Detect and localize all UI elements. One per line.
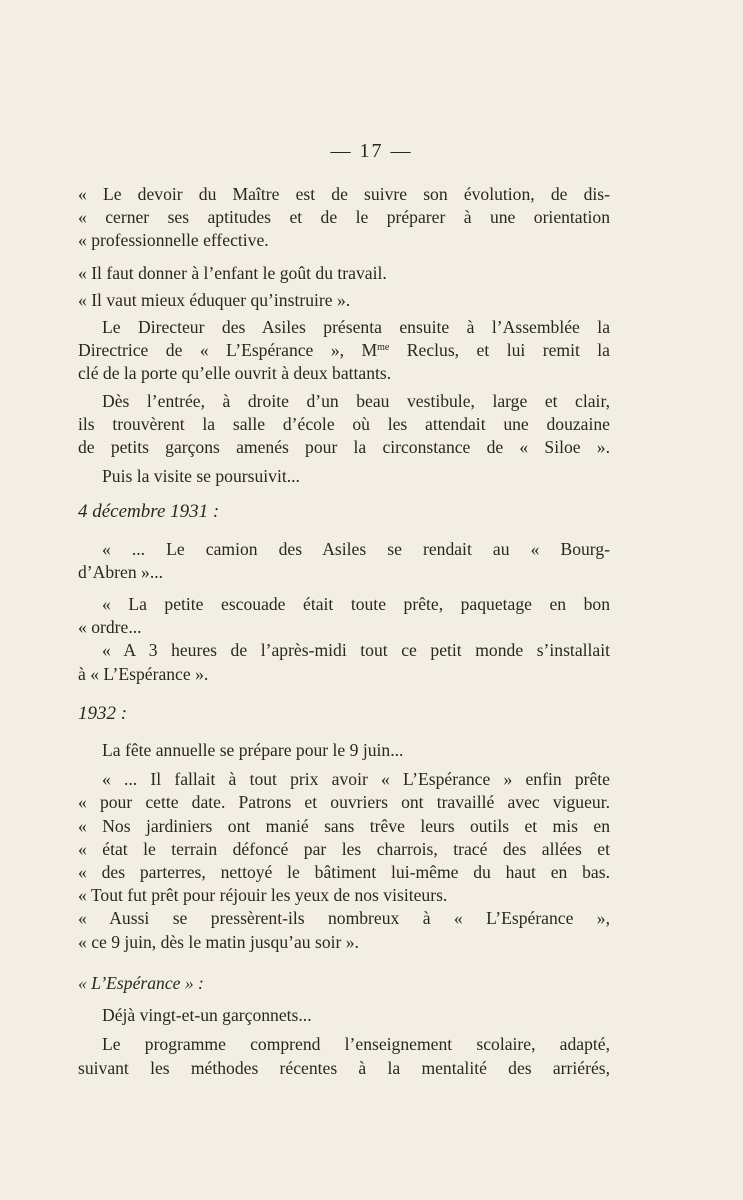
section-heading: « L’Espérance » : <box>78 972 204 993</box>
text-line: de petits garçons amenés pour la circonstance de « Siloe ». <box>78 437 610 458</box>
text-line: « Tout fut prêt pour réjouir les yeux de nos visiteurs. <box>78 885 448 906</box>
text-line <box>78 339 610 362</box>
text-line: Dès l’entrée, à droite d’un beau vestibule, large et clair, <box>102 390 610 411</box>
text-line: ils trouvèrent la salle d’école où les attendait une douzaine <box>78 413 610 434</box>
text-line: « Nos jardiniers ont manié sans trêve leurs outils et mis en <box>78 815 610 836</box>
body-text <box>78 183 610 1080</box>
text-line: « état le terrain défoncé par les charrois, tracé des allées et <box>78 838 610 859</box>
text-fragment: Reclus, et lui remit la <box>389 340 610 361</box>
text-line: La fête annuelle se prépare pour le 9 juin... <box>102 740 404 761</box>
section-heading: 1932 : <box>78 702 128 724</box>
text-line: Le Directeur des Asiles présenta ensuite à l’Assemblée la <box>102 317 610 338</box>
text-line: « pour cette date. Patrons et ouvriers ont travaillé avec vigueur. <box>78 792 610 813</box>
text-line: suivant les méthodes récentes à la mentalité des arriérés, <box>78 1057 610 1078</box>
text-line: d’Abren »... <box>78 561 164 582</box>
text-line: « Il vaut mieux éduquer qu’instruire ». <box>78 289 351 310</box>
text-line: clé de la porte qu’elle ouvrit à deux battants. <box>78 363 392 384</box>
text-line: « Le devoir du Maître est de suivre son évolution, de dis- <box>78 184 610 204</box>
text-line: Puis la visite se poursuivit... <box>102 466 300 487</box>
text-line: « Aussi se pressèrent-ils nombreux à « L’Espérance », <box>78 908 610 929</box>
superscript: me <box>377 342 390 354</box>
section-heading: 4 décembre 1931 : <box>78 501 220 523</box>
text-line: « ordre... <box>78 617 142 638</box>
text-line: « professionnelle effective. <box>78 230 269 251</box>
text-line: « des parterres, nettoyé le bâtiment lui-même du haut en bas. <box>78 862 610 883</box>
text-line: « ... Le camion des Asiles se rendait au « Bourg- <box>102 538 610 559</box>
text-line: « A 3 heures de l’après-midi tout ce petit monde s’installait <box>102 640 610 661</box>
text-line: « ce 9 juin, dès le matin jusqu’au soir ». <box>78 931 359 952</box>
text-fragment: Directrice de « L’Espérance », M <box>78 340 378 361</box>
text-line: « Il faut donner à l’enfant le goût du travail. <box>78 262 387 283</box>
text-line: « La petite escouade était toute prête, paquetage en bon <box>102 594 610 615</box>
text-line: Le programme comprend l’enseignement scolaire, adapté, <box>102 1034 610 1055</box>
text-line: à « L’Espérance ». <box>78 663 209 684</box>
text-line: Déjà vingt-et-un garçonnets... <box>102 1005 312 1026</box>
text-line: « ... Il fallait à tout prix avoir « L’Espérance » enfin prête <box>102 769 610 790</box>
text-line: « cerner ses aptitudes et de le préparer à une orientation <box>78 207 610 228</box>
page-number: — 17 — <box>330 140 413 162</box>
